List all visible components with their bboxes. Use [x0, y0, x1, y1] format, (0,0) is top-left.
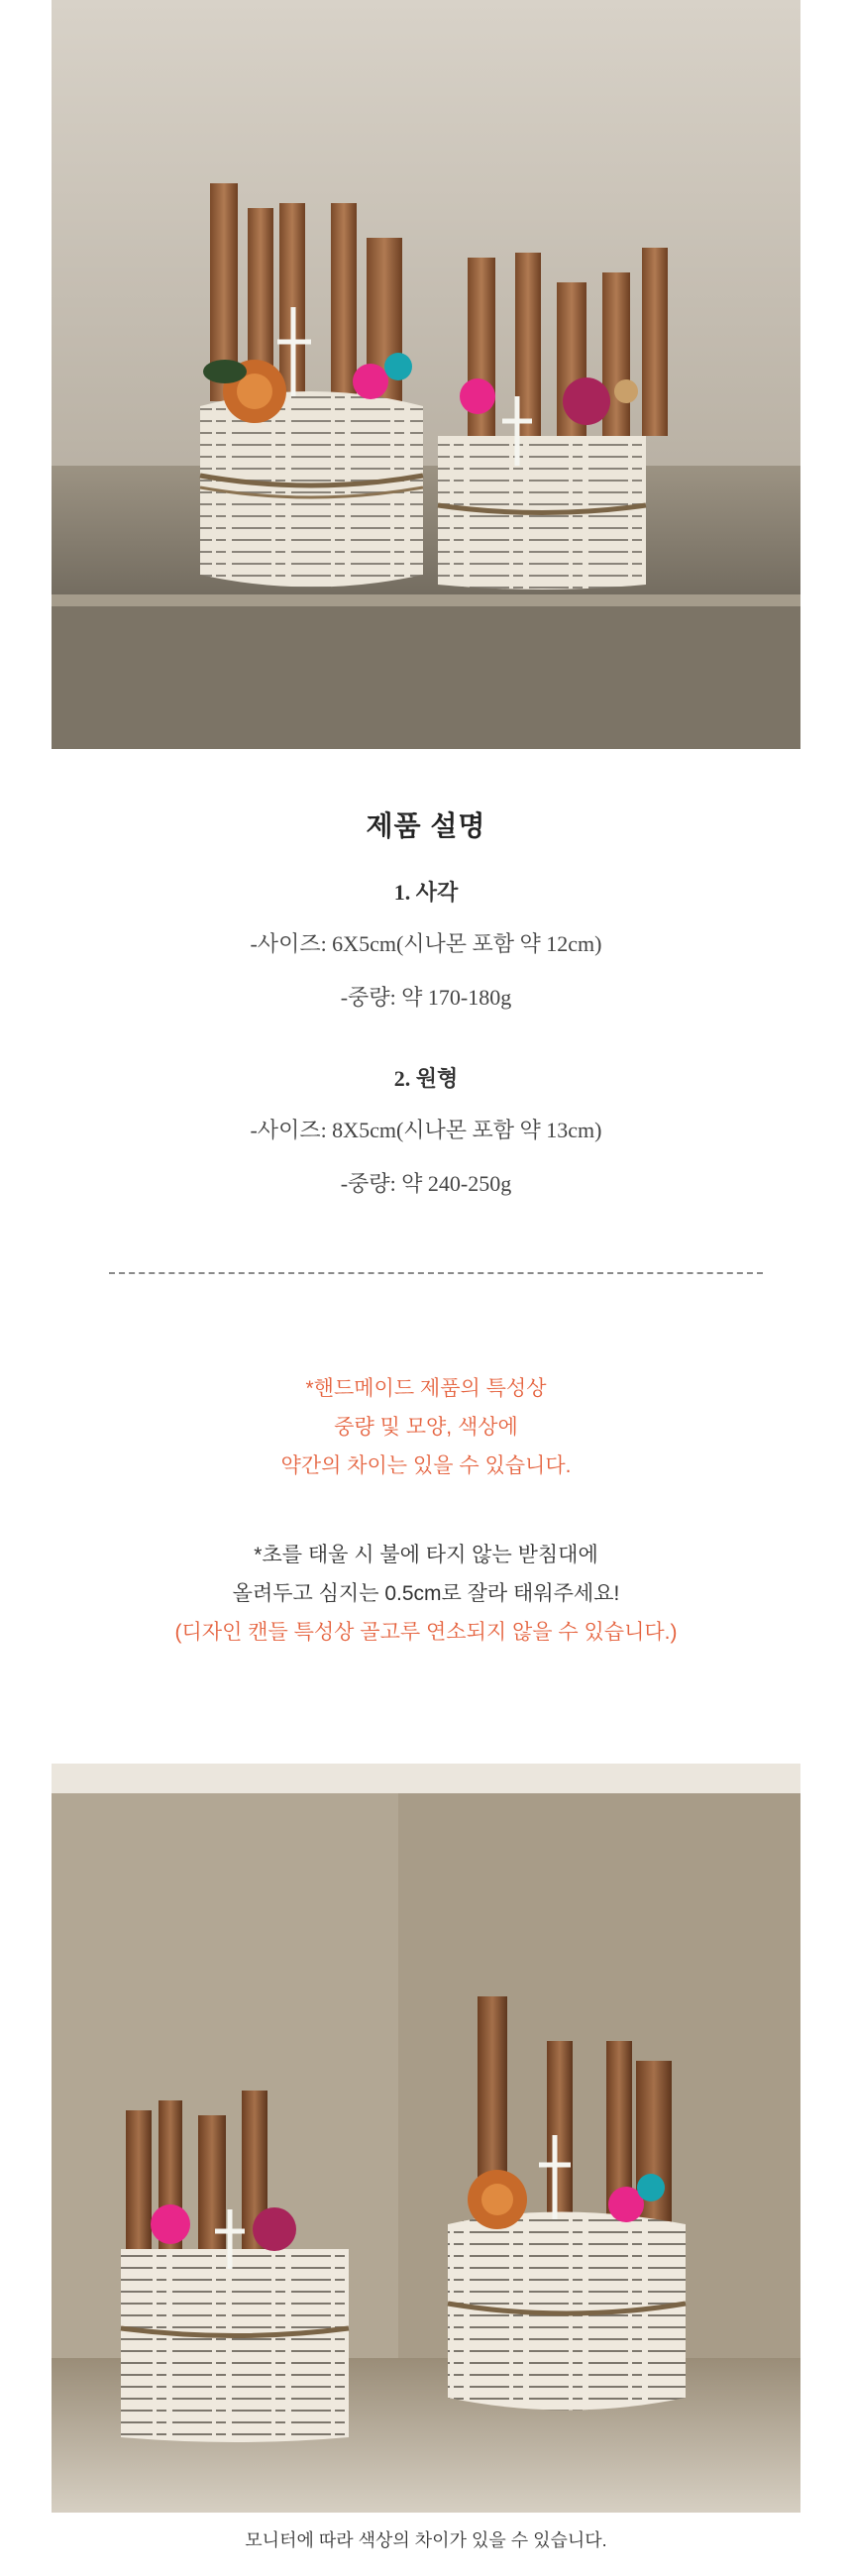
product-photo-bottom [52, 1764, 800, 2513]
burning-notice-line: *초를 태울 시 불에 타지 않는 받침대에 [254, 1544, 598, 1566]
product-photo-top [52, 0, 800, 749]
description-heading: 제품 설명 [366, 810, 486, 841]
handmade-notice [0, 1369, 852, 1485]
square-title: 1. 사각 [393, 880, 459, 905]
burning-notice-line: 올려두고 심지는 0.5cm로 잘라 태워주세요! [232, 1582, 620, 1605]
square-size: -사이즈: 6X5cm(시나몬 포함 약 12cm) [250, 931, 602, 956]
burning-warning: (디자인 캔들 특성상 골고루 연소되지 않을 수 있습니다.) [174, 1621, 678, 1644]
round-title: 2. 원형 [393, 1066, 459, 1091]
round-weight: -중량: 약 240-250g [340, 1171, 512, 1196]
handmade-notice-line: 약간의 차이는 있을 수 있습니다. [280, 1454, 572, 1477]
handmade-notice-line: *핸드메이드 제품의 특성상 [305, 1377, 547, 1400]
handmade-notice-line: 중량 및 모양, 색상에 [334, 1416, 518, 1439]
dashed-divider [109, 1272, 763, 1274]
burning-notice [0, 1536, 852, 1652]
round-size: -사이즈: 8X5cm(시나몬 포함 약 13cm) [250, 1118, 602, 1142]
square-weight: -중량: 약 170-180g [340, 985, 512, 1010]
color-disclaimer-caption: 모니터에 따라 색상의 차이가 있을 수 있습니다. [245, 2530, 607, 2550]
